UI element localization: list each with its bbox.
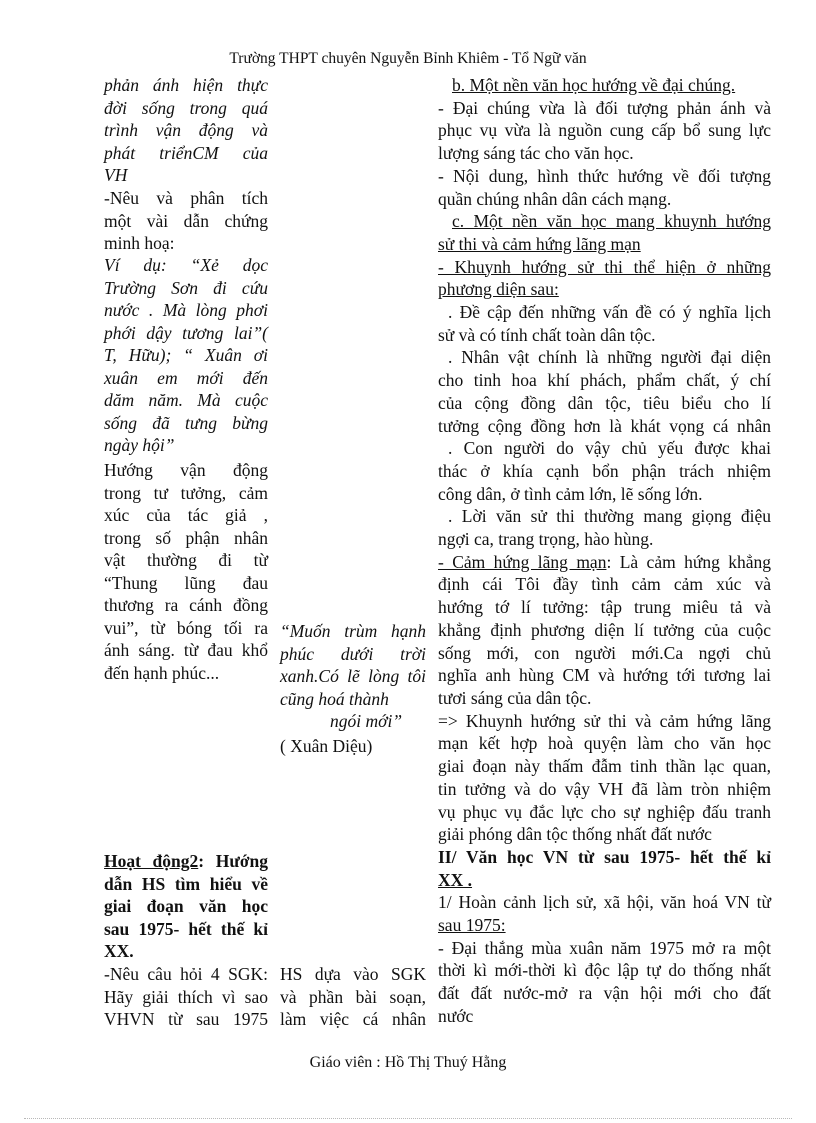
text-line: phúc dưới trời bbox=[280, 643, 426, 664]
text-line: cho tinh hoa khí phách, phẩm chất, ý chí bbox=[438, 370, 771, 391]
text-line: thương ra cánh đồng bbox=[104, 595, 268, 615]
text-line: Hướng vận động bbox=[104, 460, 268, 480]
heading-text: sau 1975: bbox=[438, 915, 506, 936]
col1-direction bbox=[104, 459, 268, 684]
text-line: xúc của tác giả , bbox=[104, 505, 268, 525]
text-line: một vài dẫn chứng bbox=[104, 210, 268, 231]
heading-text: - Khuynh hướng sử thi thể hiện ở những bbox=[438, 256, 771, 277]
text-line: đất đất nước-mở ra vận hội mới cho đất bbox=[438, 983, 771, 1004]
text-line: “Muốn trùm hạnh bbox=[280, 621, 426, 641]
page-header: Trường THPT chuyên Nguyễn Bỉnh Khiêm - Tổ Ngữ văn bbox=[229, 50, 587, 67]
text-line: phản ánh hiện thực bbox=[104, 75, 268, 95]
text-line: - Đại chúng vừa là đối tượng phản ánh và bbox=[438, 97, 771, 118]
text-line: . Con người do vậy chủ yếu được khai bbox=[448, 438, 771, 459]
text-line: và phần bài soạn, bbox=[280, 986, 426, 1007]
text-line: giai đoạn văn học bbox=[104, 896, 268, 916]
text-line: đời sống trong quá bbox=[104, 97, 268, 118]
text-line: => Khuynh hướng sử thi và cảm hứng lãng bbox=[438, 710, 771, 731]
text-line: XX. bbox=[104, 941, 134, 961]
heading-text: II/ Văn học VN từ sau 1975- hết thế kỉ bbox=[438, 846, 771, 867]
text-line: dăm năm. Mà cuộc bbox=[104, 390, 268, 410]
col2-author: ( Xuân Diệu) bbox=[280, 736, 373, 756]
text-line: thời kì mới-thời kì độc lập tự do thống nhất bbox=[438, 960, 771, 981]
text-line: nước bbox=[438, 1005, 474, 1026]
romance-line bbox=[438, 551, 771, 574]
text-line: vui”, từ bóng tối ra bbox=[104, 617, 268, 638]
text-line: Trường Sơn đi cứu bbox=[104, 277, 268, 298]
epic-heading-cont bbox=[438, 278, 771, 301]
text-line: nghĩa anh hùng CM và hướng tới tương lai bbox=[438, 665, 771, 686]
text-line: sống đã tưng bừng bbox=[104, 412, 268, 433]
page-break-line bbox=[24, 1118, 792, 1119]
text-line: VH bbox=[104, 165, 128, 185]
activity-label: Hoạt động2 bbox=[104, 851, 199, 871]
text-line bbox=[104, 850, 268, 873]
col1-task bbox=[104, 187, 268, 255]
text-line: - Đại thắng mùa xuân năm 1975 mở ra một bbox=[438, 937, 771, 958]
text-line: tưởng cộng đồng hơn là khát vọng cá nhân bbox=[438, 415, 771, 436]
text-line: sử và có tính chất toàn dân tộc. bbox=[438, 324, 656, 345]
text-line: công dân, ở tình cảm lớn, lẽ sống lớn. bbox=[438, 483, 703, 504]
col2-students bbox=[280, 963, 426, 1031]
text-line: quần chúng nhân dân cách mạng. bbox=[438, 188, 672, 209]
heading-text: c. Một nền văn học mang khuynh hướng bbox=[452, 211, 771, 232]
text-line: -Nêu câu hỏi 4 SGK: bbox=[104, 964, 268, 984]
text-line: . Lời văn sử thi thường mang giọng điệu bbox=[448, 506, 771, 527]
text-line: giai đoạn này thấm đẫm tinh thần lạc quan, bbox=[438, 756, 771, 777]
sub1-heading-cont bbox=[438, 914, 771, 937]
text-line: sau 1975- hết thế kỉ bbox=[104, 918, 268, 939]
text-line: Hãy giải thích vì sao bbox=[104, 986, 268, 1007]
text-line: vụ phục vụ đắc lực cho sự nghiệp đấu tranh bbox=[438, 801, 771, 822]
text-line: trong tư tưởng, cảm bbox=[104, 482, 268, 503]
text-line: của cộng đồng dân tộc, tiêu biểu cho lí bbox=[438, 392, 771, 413]
col1-question bbox=[104, 963, 268, 1031]
text-line: mạn kết hợp hoà quyện làm cho văn học bbox=[438, 733, 771, 754]
col1-activity-heading bbox=[104, 850, 268, 963]
text-line: tươi sáng của dân tộc. bbox=[438, 687, 592, 708]
text-line: hướng tớ lí tưởng: tập trung miêu tả và bbox=[438, 597, 771, 618]
section-b-heading bbox=[438, 74, 771, 97]
text-line: phục vụ vừa là nguồn cung cấp bổ sung lực bbox=[438, 120, 771, 141]
text-line: xuân em mới đến bbox=[104, 367, 268, 388]
heading-text: phương diện sau: bbox=[438, 279, 559, 300]
text-line: ánh sáng. từ đau khổ bbox=[104, 640, 268, 660]
text-line: phới dậy tương lai”( bbox=[104, 322, 268, 343]
heading-text: b. Một nền văn học hướng về đại chúng. bbox=[452, 75, 736, 95]
romance-label: - Cảm hứng lãng mạn bbox=[438, 551, 607, 572]
text-line: thác ở khía cạnh bổn phận trách nhiệm bbox=[438, 460, 771, 481]
text-line: đến hạnh phúc... bbox=[104, 662, 220, 683]
text-line: T, Hữu); “ Xuân ơi bbox=[104, 345, 268, 365]
text-line: . Đề cập đến những vấn đề có ý nghĩa lịch bbox=[448, 302, 771, 323]
section-c-heading bbox=[438, 210, 771, 233]
epic-heading bbox=[438, 256, 771, 279]
text-line: ngói mới” bbox=[330, 711, 403, 731]
col1-example bbox=[104, 254, 268, 457]
text-line: làm việc cá nhân bbox=[280, 1009, 426, 1029]
heading-text: XX . bbox=[438, 869, 473, 890]
text-line: giải phóng dân tộc thống nhất đất nước bbox=[438, 824, 712, 845]
text-line: xanh.Có lẽ lòng tôi bbox=[280, 666, 426, 686]
text-line: ngợi ca, trang trọng, hào hùng. bbox=[438, 529, 654, 550]
text-line: VHVN từ sau 1975 bbox=[104, 1009, 268, 1029]
col3-body bbox=[438, 74, 771, 1028]
heading-text: 1/ Hoàn cảnh lịch sử, xã hội, văn hoá VN từ bbox=[438, 892, 771, 913]
text-line: ngày hội” bbox=[104, 435, 175, 455]
heading-text: sử thi và cảm hứng lãng mạn bbox=[438, 233, 641, 254]
text-line: tin tưởng và do vậy VH đã làm tròn nhiệm bbox=[438, 778, 771, 799]
text-line: trình vận động và bbox=[104, 120, 268, 140]
text-line: HS dựa vào SGK bbox=[280, 964, 426, 984]
section-c-heading-cont bbox=[438, 233, 771, 256]
text-line: sống mới, con người mới.Ca ngợi chủ bbox=[438, 642, 771, 663]
text-line: trong số phận nhân bbox=[104, 527, 268, 548]
text-line: nước . Mà lòng phơi bbox=[104, 300, 268, 320]
text-line: -Nêu và phân tích bbox=[104, 188, 268, 208]
text-line: vật thường đi từ bbox=[104, 550, 268, 570]
text-line: cũng hoá thành bbox=[280, 688, 389, 709]
text-line: khẳng định phương diện lí tưởng của cuộc bbox=[438, 619, 771, 640]
text-line: phát triểnCM của bbox=[104, 142, 268, 163]
section-ii-heading bbox=[438, 846, 771, 869]
text-line: lượng sáng tác cho văn học. bbox=[438, 143, 634, 164]
text-line: - Nội dung, hình thức hướng về đối tượng bbox=[438, 165, 771, 186]
sub1-heading bbox=[438, 891, 771, 914]
col1-intro bbox=[104, 74, 268, 187]
romance-text: : Là cảm hứng khẳng bbox=[606, 551, 771, 572]
text-line: dẫn HS tìm hiểu về bbox=[104, 873, 268, 894]
text-line: Ví dụ: “Xẻ dọc bbox=[104, 255, 268, 275]
text-line: minh hoạ: bbox=[104, 233, 175, 253]
text-line: “Thung lũng đau bbox=[104, 572, 268, 593]
col2-quote bbox=[280, 620, 426, 733]
text-line: định cái Tôi đầy tình cảm cảm xúc và bbox=[438, 574, 771, 595]
activity-rest: : Hướng bbox=[198, 851, 268, 871]
page-footer: Giáo viên : Hồ Thị Thuý Hằng bbox=[309, 1054, 507, 1071]
text-line: . Nhân vật chính là những người đại diện bbox=[448, 347, 771, 368]
section-ii-heading-cont bbox=[438, 869, 771, 892]
